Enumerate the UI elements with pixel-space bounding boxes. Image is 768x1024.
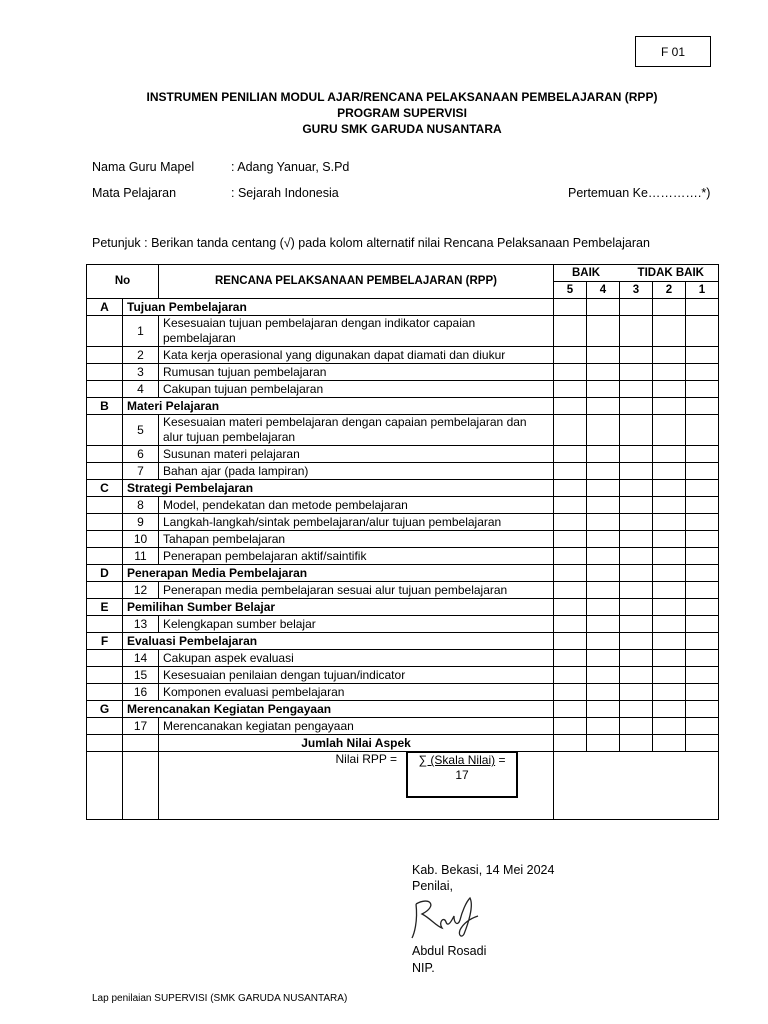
- score-cell[interactable]: [686, 684, 719, 701]
- item-text: Kata kerja operasional yang digunakan dapat diamati dan diukur: [159, 347, 554, 364]
- mapel-value: : Sejarah Indonesia: [231, 186, 339, 200]
- section-row: [87, 599, 719, 616]
- form-code-box: [635, 36, 711, 67]
- section-title: Tujuan Pembelajaran: [123, 299, 554, 316]
- item-text: Langkah-langkah/sintak pembelajaran/alur tujuan pembelajaran: [159, 514, 554, 531]
- score-cell[interactable]: [620, 616, 653, 633]
- score-cell[interactable]: [587, 548, 620, 565]
- score-cell[interactable]: [620, 480, 653, 497]
- section-letter: B: [87, 398, 123, 415]
- item-text: Susunan materi pelajaran: [159, 446, 554, 463]
- jumlah-label: Jumlah Nilai Aspek: [159, 735, 554, 752]
- header-rating: [554, 265, 719, 282]
- score-cell[interactable]: [554, 735, 587, 752]
- score-cell[interactable]: [620, 599, 653, 616]
- score-cell[interactable]: [620, 650, 653, 667]
- item-number: 1: [123, 316, 159, 347]
- score-cell[interactable]: [620, 415, 653, 446]
- score-cell[interactable]: [620, 316, 653, 347]
- title-line-1: INSTRUMEN PENILIAN MODUL AJAR/RENCANA PELAKSANAAN PEMBELAJARAN (RPP): [146, 90, 658, 104]
- section-row: [87, 398, 719, 415]
- header-rpp: RENCANA PELAKSANAAN PEMBELAJARAN (RPP): [159, 265, 554, 299]
- item-text: Rumusan tujuan pembelajaran: [159, 364, 554, 381]
- score-cell[interactable]: [554, 480, 587, 497]
- score-cell[interactable]: [653, 364, 686, 381]
- mapel-label: Mata Pelajaran: [92, 186, 177, 200]
- score-cell[interactable]: [587, 514, 620, 531]
- item-spacer: [87, 667, 123, 684]
- score-cell[interactable]: [686, 316, 719, 347]
- score-cell[interactable]: [686, 299, 719, 316]
- sign-place-date: Kab. Bekasi, 14 Mei 2024: [412, 863, 555, 877]
- item-row: [87, 667, 719, 684]
- score-cell[interactable]: [653, 650, 686, 667]
- score-cell[interactable]: [686, 718, 719, 735]
- nilai-spacer: [123, 752, 159, 820]
- score-cell[interactable]: [686, 582, 719, 599]
- score-cell[interactable]: [653, 514, 686, 531]
- item-number: 3: [123, 364, 159, 381]
- score-cell[interactable]: [587, 531, 620, 548]
- item-row: [87, 582, 719, 599]
- score-cell[interactable]: [554, 667, 587, 684]
- score-cell[interactable]: [653, 735, 686, 752]
- score-cell[interactable]: [554, 398, 587, 415]
- item-number: 4: [123, 381, 159, 398]
- score-cell[interactable]: [587, 599, 620, 616]
- item-spacer: [87, 548, 123, 565]
- item-spacer: [87, 514, 123, 531]
- score-5: 5: [554, 282, 587, 299]
- nilai-row: [87, 752, 719, 820]
- title-line-2: PROGRAM SUPERVISI: [337, 106, 467, 120]
- item-text: Tahapan pembelajaran: [159, 531, 554, 548]
- item-text: Komponen evaluasi pembelajaran: [159, 684, 554, 701]
- score-cell[interactable]: [686, 616, 719, 633]
- score-cell[interactable]: [653, 497, 686, 514]
- score-cell[interactable]: [653, 718, 686, 735]
- item-spacer: [87, 684, 123, 701]
- section-row: [87, 565, 719, 582]
- item-spacer: [87, 316, 123, 347]
- item-row: [87, 718, 719, 735]
- section-title: Merencanakan Kegiatan Pengayaan: [123, 701, 554, 718]
- jumlah-row: [87, 735, 719, 752]
- section-letter: D: [87, 565, 123, 582]
- score-cell[interactable]: [554, 299, 587, 316]
- score-cell[interactable]: [653, 446, 686, 463]
- score-cell[interactable]: [554, 633, 587, 650]
- item-spacer: [87, 446, 123, 463]
- item-text: Merencanakan kegiatan pengayaan: [159, 718, 554, 735]
- score-cell[interactable]: [587, 463, 620, 480]
- nilai-spacer: [87, 752, 123, 820]
- item-number: 11: [123, 548, 159, 565]
- item-row: [87, 446, 719, 463]
- score-cell[interactable]: [554, 531, 587, 548]
- item-text: Kesesuaian materi pembelajaran dengan capaian pembelajaran dan alur tujuan pembelajaran: [159, 415, 554, 446]
- score-cell[interactable]: [620, 531, 653, 548]
- sign-name: Abdul Rosadi: [412, 944, 487, 958]
- item-row: [87, 684, 719, 701]
- item-spacer: [87, 616, 123, 633]
- section-letter: E: [87, 599, 123, 616]
- score-cell[interactable]: [686, 415, 719, 446]
- score-cell[interactable]: [686, 565, 719, 582]
- score-cell[interactable]: [554, 381, 587, 398]
- score-cell[interactable]: [554, 718, 587, 735]
- score-cell[interactable]: [620, 582, 653, 599]
- score-cell[interactable]: [653, 299, 686, 316]
- score-1: 1: [686, 282, 719, 299]
- score-cell[interactable]: [554, 446, 587, 463]
- score-cell[interactable]: [620, 347, 653, 364]
- score-cell[interactable]: [554, 650, 587, 667]
- section-row: [87, 299, 719, 316]
- score-cell[interactable]: [587, 616, 620, 633]
- item-text: Cakupan tujuan pembelajaran: [159, 381, 554, 398]
- score-cell[interactable]: [587, 347, 620, 364]
- item-spacer: [87, 415, 123, 446]
- item-spacer: [87, 650, 123, 667]
- score-cell[interactable]: [686, 446, 719, 463]
- score-2: 2: [653, 282, 686, 299]
- item-row: [87, 497, 719, 514]
- form-code: F 01: [660, 44, 685, 59]
- title-line-3: GURU SMK GARUDA NUSANTARA: [302, 122, 502, 136]
- instructions: Petunjuk : Berikan tanda centang (√) pada kolom alternatif nilai Rencana Pelaksanaan Pembelajaran: [92, 236, 650, 250]
- score-cell[interactable]: [653, 381, 686, 398]
- section-row: [87, 480, 719, 497]
- item-number: 6: [123, 446, 159, 463]
- item-number: 17: [123, 718, 159, 735]
- score-cell[interactable]: [554, 582, 587, 599]
- score-cell[interactable]: [686, 548, 719, 565]
- score-cell[interactable]: [686, 364, 719, 381]
- score-cell[interactable]: [587, 701, 620, 718]
- item-spacer: [87, 381, 123, 398]
- table-header-row: [87, 265, 719, 282]
- item-row: [87, 514, 719, 531]
- score-cell[interactable]: [653, 582, 686, 599]
- score-cell[interactable]: [587, 497, 620, 514]
- section-title: Evaluasi Pembelajaran: [123, 633, 554, 650]
- score-cell[interactable]: [620, 497, 653, 514]
- score-cell[interactable]: [587, 364, 620, 381]
- score-cell[interactable]: [620, 381, 653, 398]
- score-cell[interactable]: [587, 735, 620, 752]
- item-spacer: [87, 463, 123, 480]
- score-cell[interactable]: [686, 497, 719, 514]
- item-text: Penerapan pembelajaran aktif/saintifik: [159, 548, 554, 565]
- section-letter: F: [87, 633, 123, 650]
- item-row: [87, 347, 719, 364]
- item-number: 5: [123, 415, 159, 446]
- score-cell[interactable]: [686, 480, 719, 497]
- score-cell[interactable]: [620, 463, 653, 480]
- guru-value: : Adang Yanuar, S.Pd: [231, 160, 350, 174]
- item-row: [87, 548, 719, 565]
- item-text: Kesesuaian penilaian dengan tujuan/indicator: [159, 667, 554, 684]
- score-cell[interactable]: [686, 633, 719, 650]
- formula-box: [406, 751, 518, 798]
- score-cell[interactable]: [620, 299, 653, 316]
- score-cell[interactable]: [686, 463, 719, 480]
- score-cell[interactable]: [587, 381, 620, 398]
- formula-equals: =: [495, 753, 506, 767]
- score-cell[interactable]: [686, 701, 719, 718]
- score-cell[interactable]: [620, 514, 653, 531]
- score-cell[interactable]: [587, 684, 620, 701]
- item-number: 9: [123, 514, 159, 531]
- score-cell[interactable]: [554, 565, 587, 582]
- item-spacer: [87, 531, 123, 548]
- formula-denominator: 17: [455, 768, 469, 782]
- score-cell[interactable]: [653, 480, 686, 497]
- header-tidak-baik: TIDAK BAIK: [637, 266, 704, 279]
- score-cell[interactable]: [653, 684, 686, 701]
- document-title: [0, 89, 768, 137]
- item-number: 7: [123, 463, 159, 480]
- score-cell[interactable]: [587, 398, 620, 415]
- score-cell[interactable]: [686, 531, 719, 548]
- item-number: 2: [123, 347, 159, 364]
- pertemuan-field: Pertemuan Ke………….*): [568, 186, 711, 200]
- score-4: 4: [587, 282, 620, 299]
- formula-numerator: ∑ (Skala Nilai): [418, 753, 496, 767]
- score-cell[interactable]: [587, 565, 620, 582]
- score-cell[interactable]: [686, 347, 719, 364]
- score-cell[interactable]: [686, 398, 719, 415]
- score-cell[interactable]: [587, 718, 620, 735]
- score-cell[interactable]: [587, 299, 620, 316]
- score-cell[interactable]: [620, 667, 653, 684]
- score-cell[interactable]: [554, 599, 587, 616]
- score-cell[interactable]: [554, 415, 587, 446]
- page-footer: Lap penilaian SUPERVISI (SMK GARUDA NUSANTARA): [92, 993, 348, 1004]
- item-text: Model, pendekatan dan metode pembelajaran: [159, 497, 554, 514]
- score-cell[interactable]: [554, 514, 587, 531]
- score-cell[interactable]: [653, 667, 686, 684]
- item-spacer: [87, 582, 123, 599]
- score-cell[interactable]: [587, 650, 620, 667]
- section-letter: A: [87, 299, 123, 316]
- section-title: Penerapan Media Pembelajaran: [123, 565, 554, 582]
- score-cell[interactable]: [686, 514, 719, 531]
- section-title: Strategi Pembelajaran: [123, 480, 554, 497]
- header-baik: BAIK: [572, 266, 601, 279]
- sign-nip: NIP.: [412, 961, 435, 975]
- score-cell[interactable]: [587, 667, 620, 684]
- score-cell[interactable]: [587, 633, 620, 650]
- score-cell[interactable]: [554, 548, 587, 565]
- score-cell[interactable]: [587, 415, 620, 446]
- score-cell[interactable]: [587, 316, 620, 347]
- score-cell[interactable]: [620, 398, 653, 415]
- item-spacer: [87, 364, 123, 381]
- score-cell[interactable]: [554, 701, 587, 718]
- score-cell[interactable]: [554, 616, 587, 633]
- nilai-label: Nilai RPP =: [335, 752, 397, 766]
- score-cell[interactable]: [686, 381, 719, 398]
- score-cell[interactable]: [653, 616, 686, 633]
- item-row: [87, 364, 719, 381]
- jumlah-spacer: [87, 735, 123, 752]
- item-number: 8: [123, 497, 159, 514]
- score-cell[interactable]: [653, 415, 686, 446]
- item-row: [87, 531, 719, 548]
- item-number: 16: [123, 684, 159, 701]
- score-cell[interactable]: [587, 480, 620, 497]
- score-cell[interactable]: [653, 548, 686, 565]
- item-row: [87, 316, 719, 347]
- nilai-cell: [159, 752, 554, 820]
- item-number: 15: [123, 667, 159, 684]
- section-letter: C: [87, 480, 123, 497]
- score-cell[interactable]: [587, 446, 620, 463]
- score-cell[interactable]: [620, 701, 653, 718]
- score-cell[interactable]: [554, 497, 587, 514]
- signature-image: [408, 892, 480, 942]
- score-cell[interactable]: [653, 701, 686, 718]
- section-row: [87, 701, 719, 718]
- score-cell[interactable]: [554, 463, 587, 480]
- item-text: Kelengkapan sumber belajar: [159, 616, 554, 633]
- score-cell[interactable]: [653, 633, 686, 650]
- score-cell[interactable]: [620, 684, 653, 701]
- header-no: No: [87, 265, 159, 299]
- score-3: 3: [620, 282, 653, 299]
- score-cell[interactable]: [554, 364, 587, 381]
- item-spacer: [87, 347, 123, 364]
- jumlah-spacer: [123, 735, 159, 752]
- item-number: 14: [123, 650, 159, 667]
- item-row: [87, 463, 719, 480]
- item-row: [87, 650, 719, 667]
- score-cell[interactable]: [653, 316, 686, 347]
- item-text: Bahan ajar (pada lampiran): [159, 463, 554, 480]
- item-spacer: [87, 497, 123, 514]
- score-cell[interactable]: [653, 398, 686, 415]
- score-cell[interactable]: [620, 364, 653, 381]
- score-cell[interactable]: [653, 347, 686, 364]
- item-text: Kesesuaian tujuan pembelajaran dengan indikator capaian pembelajaran: [159, 316, 554, 347]
- item-text: Penerapan media pembelajaran sesuai alur tujuan pembelajaran: [159, 582, 554, 599]
- item-text: Cakupan aspek evaluasi: [159, 650, 554, 667]
- score-cell[interactable]: [620, 735, 653, 752]
- score-cell[interactable]: [653, 565, 686, 582]
- rpp-table: [86, 264, 719, 820]
- score-cell[interactable]: [686, 650, 719, 667]
- item-row: [87, 415, 719, 446]
- sign-role: Penilai,: [412, 879, 453, 893]
- score-cell[interactable]: [554, 347, 587, 364]
- section-title: Materi Pelajaran: [123, 398, 554, 415]
- item-number: 13: [123, 616, 159, 633]
- score-cell[interactable]: [686, 599, 719, 616]
- score-cell[interactable]: [587, 582, 620, 599]
- score-cell[interactable]: [653, 531, 686, 548]
- score-cell[interactable]: [686, 667, 719, 684]
- item-row: [87, 381, 719, 398]
- score-cell[interactable]: [653, 599, 686, 616]
- section-letter: G: [87, 701, 123, 718]
- item-row: [87, 616, 719, 633]
- score-cell[interactable]: [686, 735, 719, 752]
- nilai-result-cell: [554, 752, 719, 820]
- item-number: 10: [123, 531, 159, 548]
- score-cell[interactable]: [620, 446, 653, 463]
- score-cell[interactable]: [620, 633, 653, 650]
- item-number: 12: [123, 582, 159, 599]
- item-spacer: [87, 718, 123, 735]
- section-row: [87, 633, 719, 650]
- section-title: Pemilihan Sumber Belajar: [123, 599, 554, 616]
- score-cell[interactable]: [554, 316, 587, 347]
- score-cell[interactable]: [554, 684, 587, 701]
- score-cell[interactable]: [653, 463, 686, 480]
- score-cell[interactable]: [620, 718, 653, 735]
- score-cell[interactable]: [620, 548, 653, 565]
- score-cell[interactable]: [620, 565, 653, 582]
- guru-label: Nama Guru Mapel: [92, 160, 195, 174]
